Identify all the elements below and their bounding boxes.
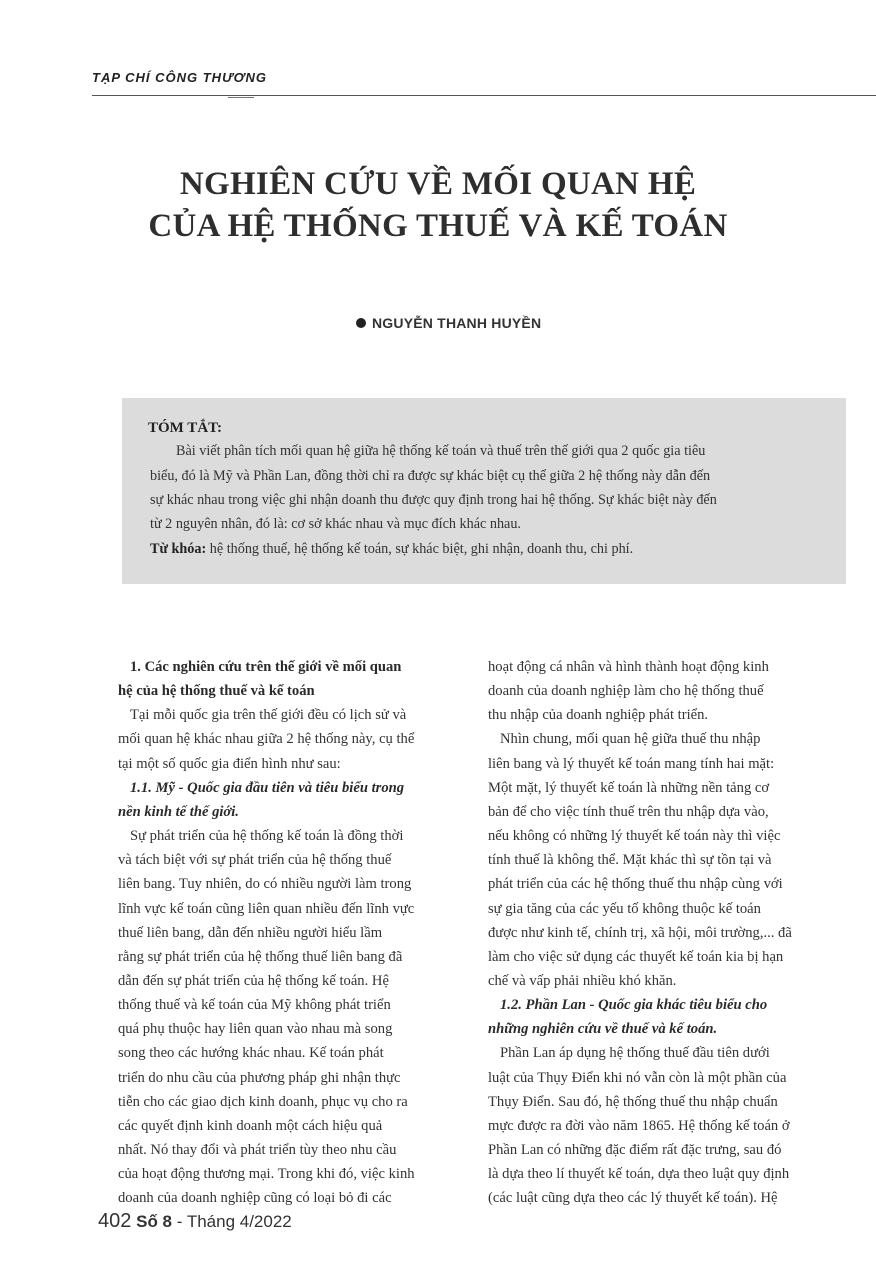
text-line: tính thuế là không thể. Mặt khác thì sự tồn tại và xyxy=(488,852,772,869)
keywords-label: Từ khóa: xyxy=(150,541,207,557)
text-line: tiễn cho các giao dịch kinh doanh, phục vụ cho ra xyxy=(118,1093,408,1110)
text-line: Tại mỗi quốc gia trên thế giới đều có lịch sử và xyxy=(130,707,407,724)
text-line: tại một số quốc gia điển hình như sau: xyxy=(118,755,341,772)
text-line: được như kinh tế, chính trị, xã hội, môi trường,... đã xyxy=(488,924,792,941)
text-line: Một mặt, lý thuyết kế toán là những nền tảng cơ xyxy=(488,779,770,796)
text-line: là dựa theo lí thuyết kế toán, dựa theo luật quy định xyxy=(488,1166,790,1183)
text-line: 1. Các nghiên cứu trên thế giới về mối quan xyxy=(130,659,402,675)
text-line: của hoạt động thương mại. Trong khi đó, việc kinh xyxy=(118,1166,415,1183)
text-line: song theo các hướng khác nhau. Kế toán phát xyxy=(118,1045,384,1062)
header-rule xyxy=(92,95,876,96)
text-line: mực được ra đời vào năm 1865. Hệ thống kế toán ở xyxy=(488,1117,790,1134)
author-name: NGUYỄN THANH HUYỀN xyxy=(372,315,542,331)
issue-number: Số 8 xyxy=(136,1212,173,1231)
text-line: và tách biệt với sự phát triển của hệ thống thuế xyxy=(118,852,392,869)
text-line: doanh của doanh nghiệp cũng có loại bỏ đi các xyxy=(118,1190,392,1207)
text-line: rằng sự phát triển của hệ thống thuế liên bang đã xyxy=(118,948,403,965)
text-line: hoạt động cá nhân và hình thành hoạt động kinh xyxy=(488,659,769,675)
text-line: phát triển của các hệ thống thuế thu nhập cùng với xyxy=(488,876,783,893)
footer xyxy=(98,1210,292,1233)
text-line: bản để cho việc tính thuế trên thu nhập dựa vào, xyxy=(488,803,769,820)
abstract-line: Bài viết phân tích mối quan hệ giữa hệ thống kế toán và thuế trên thế giới qua 2 quốc gia tiêu xyxy=(176,443,706,459)
keywords-text: hệ thống thuế, hệ thống kế toán, sự khác biệt, ghi nhận, doanh thu, chi phí. xyxy=(206,541,634,557)
text-line: sự gia tăng của các yếu tố không thuộc kế toán xyxy=(488,900,761,917)
text-line: thuế liên bang, dẫn đến nhiều người hiểu lầm xyxy=(118,924,383,941)
text-line: luật của Thụy Điển khi nó vẫn còn là một phần của xyxy=(488,1069,787,1086)
text-line: thống thuế và kế toán của Mỹ không phát triển xyxy=(118,997,391,1014)
text-line: các quyết định kinh doanh một cách hiệu quả xyxy=(118,1117,383,1134)
text-line: 1.2. Phần Lan - Quốc gia khác tiêu biểu cho xyxy=(500,997,768,1014)
abstract-line: từ 2 nguyên nhân, đó là: cơ sở khác nhau và mục đích khác nhau. xyxy=(150,516,521,532)
text-line: (các luật cũng dựa theo các lý thuyết kế toán). Hệ xyxy=(488,1190,778,1207)
text-line: Thụy Điển. Sau đó, hệ thống thuế thu nhập chuẩn xyxy=(488,1093,778,1110)
text-line: 1.1. Mỹ - Quốc gia đầu tiên và tiêu biểu trong xyxy=(130,779,405,796)
text-line: chế và vấp phải nhiều khó khăn. xyxy=(488,972,677,989)
article-title-line1: NGHIÊN CỨU VỀ MỐI QUAN HỆ xyxy=(179,166,697,202)
text-line: Sự phát triển của hệ thống kế toán là đồng thời xyxy=(130,828,404,845)
text-line: Nhìn chung, mối quan hệ giữa thuế thu nhập xyxy=(500,731,761,748)
text-line: làm cho việc sử dụng các thuyết kế toán kia bị hạn xyxy=(488,948,784,965)
text-line: Phần Lan có những đặc điểm rất đặc trưng, sau đó xyxy=(488,1142,782,1158)
abstract-keywords xyxy=(150,541,633,558)
page-number: 402 xyxy=(98,1210,132,1232)
author xyxy=(356,315,541,331)
text-line: liên bang và lý thuyết kế toán mang tính hai mặt: xyxy=(488,755,775,772)
header-dash xyxy=(228,97,254,98)
abstract-heading: TÓM TẮT: xyxy=(148,420,223,436)
article-title-line2: CỦA HỆ THỐNG THUẾ VÀ KẾ TOÁN xyxy=(148,208,728,244)
abstract-line: biểu, đó là Mỹ và Phần Lan, đồng thời chỉ ra được sự khác biệt cụ thể giữa 2 hệ thống này dẫn đến xyxy=(150,468,711,484)
abstract-line: sự khác nhau trong việc ghi nhận doanh thu được quy định trong hai hệ thống. Sự khác biệt này đến xyxy=(150,492,717,508)
text-line: doanh của doanh nghiệp làm cho hệ thống thuế xyxy=(488,683,764,700)
text-line: triển do nhu cầu của phương pháp ghi nhận thực xyxy=(118,1069,401,1086)
text-line: thu nhập của doanh nghiệp phát triển. xyxy=(488,707,709,724)
text-line: lĩnh vực kế toán cũng liên quan nhiều đến lĩnh vực xyxy=(118,900,415,917)
text-line: liên bang. Tuy nhiên, do có nhiều người làm trong xyxy=(118,876,412,893)
text-line: mối quan hệ khác nhau giữa 2 hệ thống này, cụ thể xyxy=(118,731,415,748)
journal-name: TẠP CHÍ CÔNG THƯƠNG xyxy=(92,70,267,85)
text-line: quá phụ thuộc hay liên quan vào nhau mà song xyxy=(118,1021,393,1038)
text-line: dẫn đến sự phát triển của hệ thống kế toán. Hệ xyxy=(118,972,389,989)
text-line: nền kinh tế thế giới. xyxy=(118,803,239,820)
text-line: nhất. Nó thay đổi và phát triển tùy theo nhu cầu xyxy=(118,1142,397,1158)
text-line: hệ của hệ thống thuế và kế toán xyxy=(118,683,315,700)
text-line: những nghiên cứu về thuế và kế toán. xyxy=(488,1021,718,1038)
issue-date: - Tháng 4/2022 xyxy=(172,1212,292,1231)
text-line: Phần Lan áp dụng hệ thống thuế đầu tiên dưới xyxy=(500,1045,770,1062)
text-line: nếu không có những lý thuyết kế toán này thì việc xyxy=(488,828,781,845)
bullet-icon xyxy=(356,318,366,328)
